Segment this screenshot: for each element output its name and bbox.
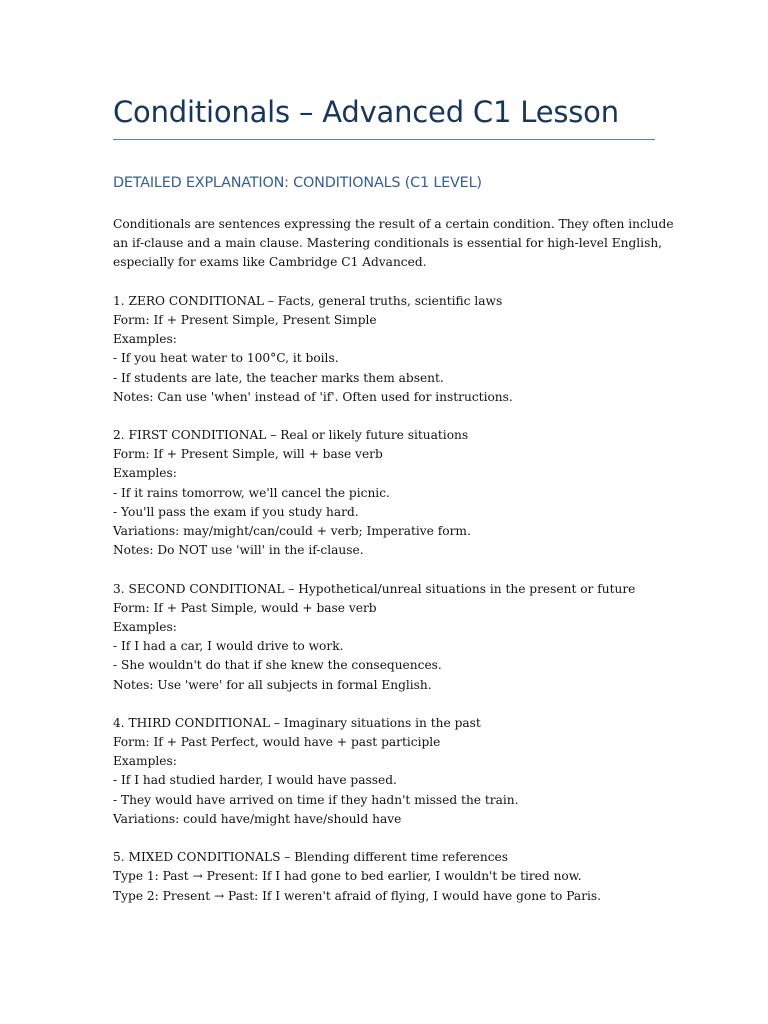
document-title: Conditionals – Advanced C1 Lesson <box>113 95 619 129</box>
mixed-conditionals-section <box>113 848 673 906</box>
intro-line: an if-clause and a main clause. Mastering conditionals is essential for high-level English, <box>113 236 663 251</box>
section-line: 2. FIRST CONDITIONAL – Real or likely future situations <box>113 428 469 443</box>
intro-paragraph <box>113 215 673 273</box>
first-conditional-section <box>113 426 673 560</box>
second-conditional-section <box>113 580 673 695</box>
section-line: Type 1: Past → Present: If I had gone to bed earlier, I wouldn't be tired now. <box>113 869 582 884</box>
title-divider <box>113 139 655 140</box>
section-line: - If I had studied harder, I would have passed. <box>113 773 397 788</box>
section-line: Examples: <box>113 754 177 769</box>
section-line: Notes: Use 'were' for all subjects in formal English. <box>113 677 432 692</box>
section-line: Form: If + Present Simple, Present Simple <box>113 312 377 327</box>
intro-line: especially for exams like Cambridge C1 Advanced. <box>113 255 427 270</box>
section-line: 5. MIXED CONDITIONALS – Blending different time references <box>113 850 509 865</box>
section-line: - They would have arrived on time if they hadn't missed the train. <box>113 792 519 807</box>
section-line: Examples: <box>113 332 177 347</box>
paragraph-gap <box>113 560 673 579</box>
section-line: 1. ZERO CONDITIONAL – Facts, general truths, scientific laws <box>113 293 503 308</box>
section-line: - If it rains tomorrow, we'll cancel the picnic. <box>113 485 390 500</box>
paragraph-gap <box>113 695 673 714</box>
third-conditional-section <box>113 714 673 829</box>
section-line: 3. SECOND CONDITIONAL – Hypothetical/unreal situations in the present or future <box>113 581 636 596</box>
document-body <box>113 215 673 906</box>
section-line: - If I had a car, I would drive to work. <box>113 639 344 654</box>
section-line: Form: If + Past Simple, would + base verb <box>113 600 377 615</box>
section-heading: DETAILED EXPLANATION: CONDITIONALS (C1 LEVEL) <box>113 175 482 191</box>
section-line: Form: If + Present Simple, will + base verb <box>113 447 383 462</box>
section-line: - If you heat water to 100°C, it boils. <box>113 351 339 366</box>
section-line: Form: If + Past Perfect, would have + past participle <box>113 735 441 750</box>
paragraph-gap <box>113 273 673 292</box>
section-line: - She wouldn't do that if she knew the consequences. <box>113 658 442 673</box>
intro-line: Conditionals are sentences expressing the result of a certain condition. They often include <box>113 217 674 231</box>
zero-conditional-section <box>113 292 673 407</box>
section-line: - If students are late, the teacher marks them absent. <box>113 370 444 385</box>
section-line: - You'll pass the exam if you study hard. <box>113 504 359 519</box>
section-line: Variations: could have/might have/should have <box>113 811 402 826</box>
section-line: Variations: may/might/can/could + verb; Imperative form. <box>113 524 471 538</box>
paragraph-gap <box>113 407 673 426</box>
section-line: Notes: Do NOT use 'will' in the if-clause. <box>113 543 364 558</box>
section-line: Examples: <box>113 466 177 481</box>
section-line: Notes: Can use 'when' instead of 'if'. Often used for instructions. <box>113 389 513 404</box>
section-line: Examples: <box>113 619 177 634</box>
section-line: Type 2: Present → Past: If I weren't afraid of flying, I would have gone to Paris. <box>113 888 602 903</box>
paragraph-gap <box>113 829 673 848</box>
section-line: 4. THIRD CONDITIONAL – Imaginary situations in the past <box>113 715 481 730</box>
